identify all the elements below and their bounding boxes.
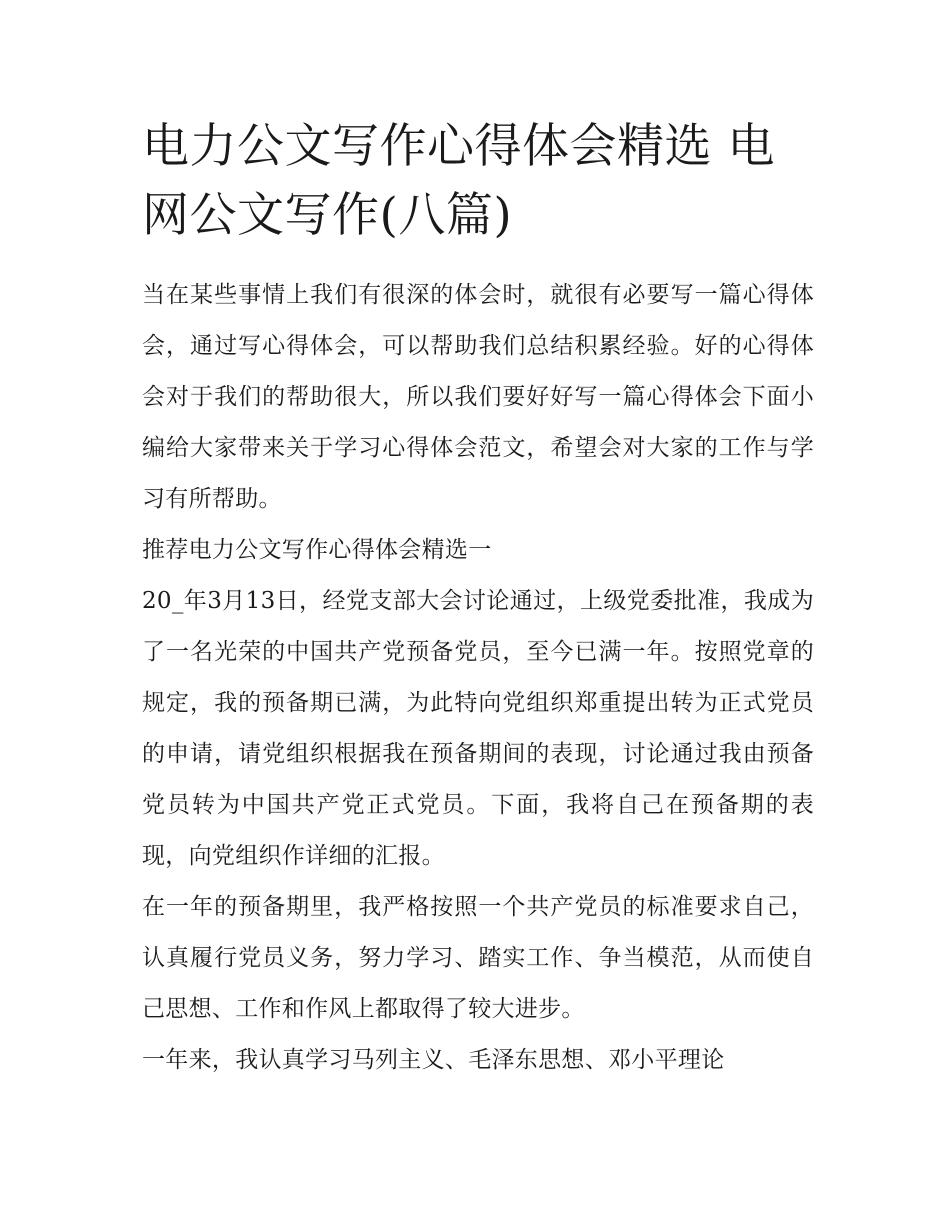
- section-heading: 推荐电力公文写作心得体会精选一: [142, 537, 492, 563]
- body-paragraph: 20_年3月13日，经党支部大会讨论通过，上级党委批准，我成为了一名光荣的中国共产党预备党员，至今已满一年。按照党章的规定，我的预备期已满，为此特向党组织郑重提出转为正式党员的申请，请党组织根据我在预备期间的表现，讨论通过我由预备党员转为中国共产党正式党员。下面，我将自己在预备期的表现，向党组织作详细的汇报。: [142, 588, 814, 869]
- intro-paragraph: 当在某些事情上我们有很深的体会时，就很有必要写一篇心得体会，通过写心得体会，可以帮助我们总结积累经验。好的心得体会对于我们的帮助很大，所以我们要好好写一篇心得体会下面小编给大家带来关于学习心得体会范文，希望会对大家的工作与学习有所帮助。: [142, 282, 814, 512]
- body-paragraph: 在一年的预备期里，我严格按照一个共产党员的标准要求自己，认真履行党员义务，努力学习、踏实工作、争当模范，从而使自己思想、工作和作风上都取得了较大进步。: [142, 894, 814, 1022]
- document-page: [142, 112, 814, 1086]
- document-title: 电力公文写作心得体会精选 电网公文写作(八篇): [142, 119, 775, 243]
- body-paragraph: 一年来，我认真学习马列主义、毛泽东思想、邓小平理论: [142, 1047, 725, 1073]
